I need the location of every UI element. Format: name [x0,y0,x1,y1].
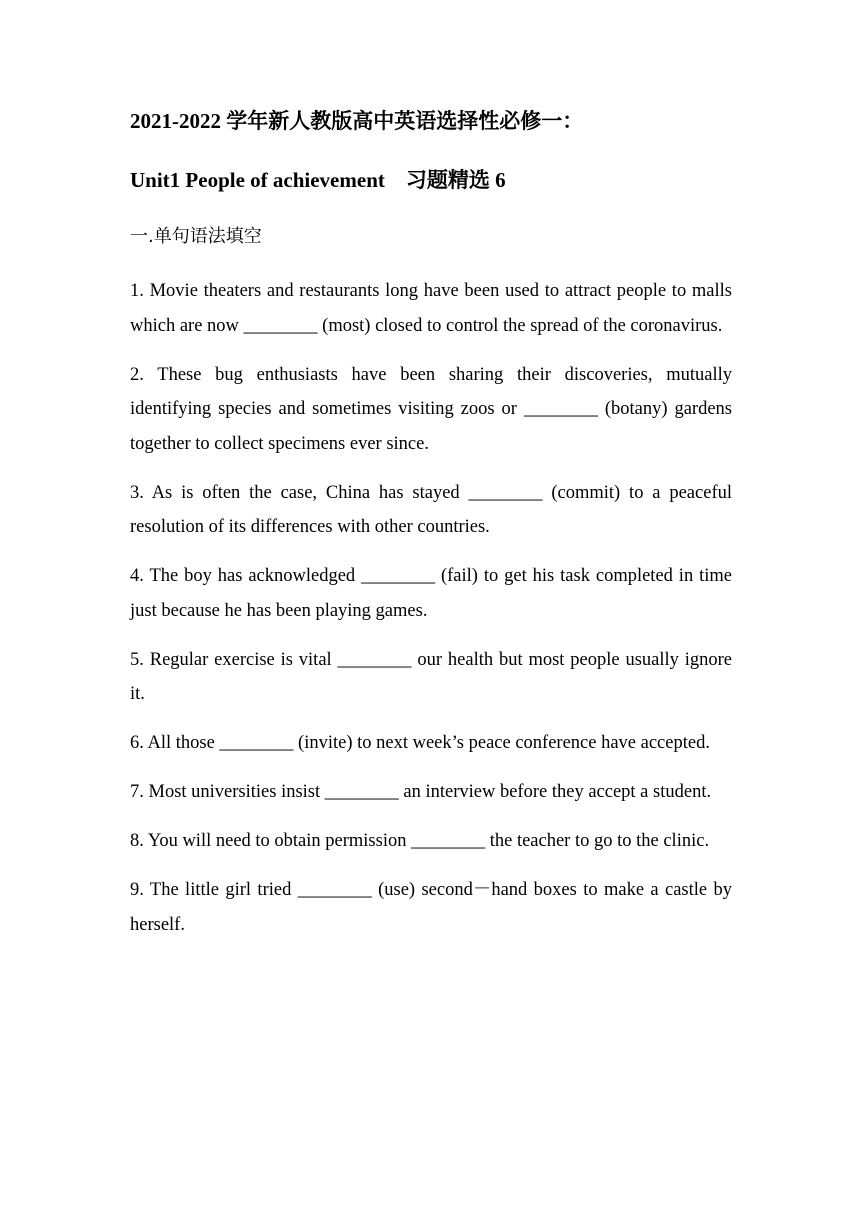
question-item: 1. Movie theaters and restaurants long have been used to attract people to malls which are now ________ (most) closed to control the spread of the coronavirus. [130,281,732,336]
question-item: 2. These bug enthusiasts have been sharing their discoveries, mutually identifying species and sometimes visiting zoos or ________ (botany) gardens together to collect specimens ever since. [130,364,732,454]
document-subtitle: Unit1 People of achievement 习题精选 6 [130,168,506,192]
question-item: 3. As is often the case, China has stayed ________ (commit) to a peaceful resolution of its differences with other countries. [130,482,732,537]
document-title: 2021-2022 学年新人教版高中英语选择性必修一： [130,109,584,133]
question-list [130,274,732,957]
question-item: 9. The little girl tried ________ (use) second－hand boxes to make a castle by herself. [130,880,732,935]
question-item: 6. All those ________ (invite) to next week’s peace conference have accepted. [130,733,710,753]
question-item: 4. The boy has acknowledged ________ (fail) to get his task completed in time just because he has been playing games. [130,566,732,621]
question-item: 8. You will need to obtain permission ________ the teacher to go to the clinic. [130,831,710,851]
question-item: 7. Most universities insist ________ an interview before they accept a student. [130,782,712,802]
question-item: 5. Regular exercise is vital ________ our health but most people usually ignore it. [130,649,732,704]
section-heading: 一.单句语法填空 [130,226,262,247]
